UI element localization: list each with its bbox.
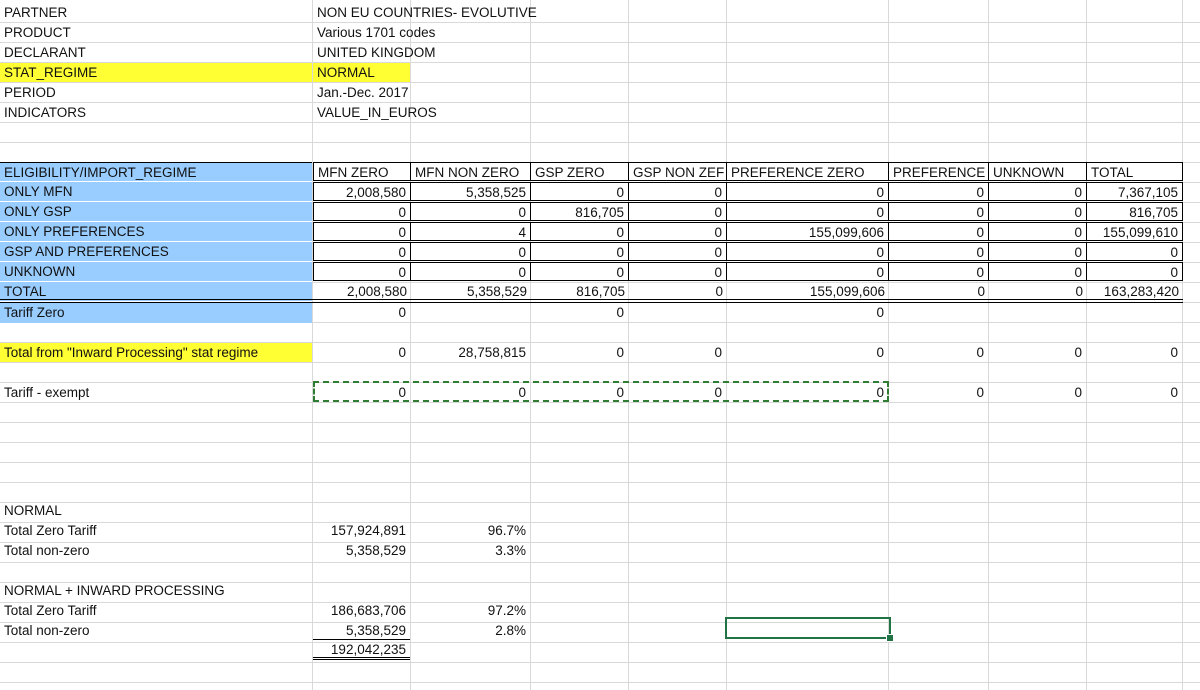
stat-regime-label[interactable]: STAT_REGIME — [0, 63, 312, 82]
summary-normal-nonzero-pct[interactable]: 3.3% — [495, 543, 526, 558]
cell-unknown-mfn-non-zero[interactable]: 0 — [410, 262, 531, 281]
cell-tariff-zero-pref-zero[interactable]: 0 — [876, 305, 884, 320]
cell-only-mfn-mfn-non-zero[interactable]: 5,358,525 — [410, 182, 531, 201]
cell-tariff-zero-mfn-zero[interactable]: 0 — [398, 305, 406, 320]
inward-unknown[interactable]: 0 — [1074, 345, 1082, 360]
inward-gsp-zero[interactable]: 0 — [616, 345, 624, 360]
exempt-pref-zero[interactable]: 0 — [876, 385, 884, 400]
period-label[interactable]: PERIOD — [4, 85, 56, 100]
summary-inward-zero-value[interactable]: 186,683,706 — [330, 603, 406, 618]
cell-unknown-gsp-zero[interactable]: 0 — [530, 262, 629, 281]
cell-unknown-unknown[interactable]: 0 — [988, 262, 1087, 281]
cell-only-gsp-pref-zero[interactable]: 0 — [726, 202, 889, 221]
row-label-only-mfn[interactable]: ONLY MFN — [0, 182, 312, 201]
header-gsp-non-zero[interactable]: GSP NON ZEF — [628, 162, 727, 181]
cell-only-mfn-gsp-zero[interactable]: 0 — [530, 182, 629, 201]
cell-gsp-pref-unknown[interactable]: 0 — [988, 242, 1087, 261]
fill-handle[interactable] — [886, 634, 894, 642]
exempt-unknown[interactable]: 0 — [1074, 385, 1082, 400]
summary-normal-zero-pct[interactable]: 96.7% — [487, 523, 526, 538]
header-total[interactable]: TOTAL — [1086, 162, 1183, 181]
cell-total-pref-zero[interactable]: 155,099,606 — [809, 284, 885, 299]
cell-only-mfn-mfn-zero[interactable]: 2,008,580 — [313, 182, 411, 201]
cell-total-mfn-non-zero[interactable]: 5,358,529 — [466, 284, 527, 299]
summary-inward-nonzero-label[interactable]: Total non-zero — [4, 623, 90, 638]
cell-gsp-pref-gsp-non-zero[interactable]: 0 — [628, 242, 727, 261]
exempt-preference[interactable]: 0 — [976, 385, 984, 400]
summary-inward-title[interactable]: NORMAL + INWARD PROCESSING — [4, 583, 225, 598]
cell-only-gsp-total[interactable]: 816,705 — [1086, 202, 1183, 221]
summary-inward-grand-total[interactable]: 192,042,235 — [313, 640, 410, 660]
cell-only-gsp-preference[interactable]: 0 — [888, 202, 989, 221]
row-label-only-gsp[interactable]: ONLY GSP — [0, 202, 312, 221]
cell-only-mfn-pref-zero[interactable]: 0 — [726, 182, 889, 201]
row-label-tariff-zero[interactable]: Tariff Zero — [0, 303, 312, 323]
product-label[interactable]: PRODUCT — [4, 25, 71, 40]
stat-regime-value[interactable]: NORMAL — [313, 63, 410, 82]
header-mfn-non-zero[interactable]: MFN NON ZERO — [410, 162, 531, 181]
summary-inward-zero-pct[interactable]: 97.2% — [487, 603, 526, 618]
inward-mfn-zero[interactable]: 0 — [398, 345, 406, 360]
partner-label[interactable]: PARTNER — [4, 5, 68, 20]
row-label-unknown[interactable]: UNKNOWN — [0, 262, 312, 281]
cell-only-pref-mfn-zero[interactable]: 0 — [313, 222, 411, 241]
cell-only-gsp-mfn-non-zero[interactable]: 0 — [410, 202, 531, 221]
cell-only-pref-gsp-non-zero[interactable]: 0 — [628, 222, 727, 241]
cell-only-pref-unknown[interactable]: 0 — [988, 222, 1087, 241]
indicators-value[interactable]: VALUE_IN_EUROS — [317, 105, 437, 120]
header-eligibility[interactable]: ELIGIBILITY/IMPORT_REGIME — [0, 162, 312, 181]
cell-unknown-total[interactable]: 0 — [1086, 262, 1183, 281]
cell-only-gsp-unknown[interactable]: 0 — [988, 202, 1087, 221]
header-gsp-zero[interactable]: GSP ZERO — [530, 162, 629, 181]
cell-gsp-pref-preference[interactable]: 0 — [888, 242, 989, 261]
cell-gsp-pref-mfn-zero[interactable]: 0 — [313, 242, 411, 261]
header-unknown[interactable]: UNKNOWN — [988, 162, 1087, 181]
cell-only-pref-pref-zero[interactable]: 155,099,606 — [726, 222, 889, 241]
cell-total-total[interactable]: 163,283,420 — [1103, 284, 1179, 299]
exempt-mfn-non-zero[interactable]: 0 — [518, 385, 526, 400]
cell-only-mfn-preference[interactable]: 0 — [888, 182, 989, 201]
inward-processing-label[interactable]: Total from "Inward Processing" stat regime — [0, 343, 312, 362]
active-cell-selection[interactable] — [725, 617, 891, 639]
summary-normal-zero-label[interactable]: Total Zero Tariff — [4, 523, 97, 538]
cell-unknown-gsp-non-zero[interactable]: 0 — [628, 262, 727, 281]
declarant-label[interactable]: DECLARANT — [4, 45, 86, 60]
declarant-value[interactable]: UNITED KINGDOM — [317, 45, 436, 60]
inward-gsp-non-zero[interactable]: 0 — [714, 345, 722, 360]
copy-marquee-selection — [313, 381, 889, 402]
header-mfn-zero[interactable]: MFN ZERO — [313, 162, 411, 181]
cell-total-mfn-zero[interactable]: 2,008,580 — [346, 284, 407, 299]
period-value[interactable]: Jan.-Dec. 2017 — [317, 85, 409, 100]
cell-total-unknown[interactable]: 0 — [1075, 284, 1083, 299]
summary-normal-title[interactable]: NORMAL — [4, 503, 62, 518]
summary-inward-nonzero-value[interactable]: 5,358,529 — [345, 623, 406, 638]
row-label-only-preferences[interactable]: ONLY PREFERENCES — [0, 222, 312, 241]
cell-unknown-mfn-zero[interactable]: 0 — [313, 262, 411, 281]
exempt-gsp-zero[interactable]: 0 — [616, 385, 624, 400]
row-label-gsp-and-preferences[interactable]: GSP AND PREFERENCES — [0, 242, 312, 261]
cell-only-pref-mfn-non-zero[interactable]: 4 — [410, 222, 531, 241]
product-value[interactable]: Various 1701 codes — [317, 25, 436, 40]
cell-total-gsp-zero[interactable]: 816,705 — [576, 284, 625, 299]
cell-unknown-preference[interactable]: 0 — [888, 262, 989, 281]
cell-only-mfn-unknown[interactable]: 0 — [988, 182, 1087, 201]
cell-only-pref-total[interactable]: 155,099,610 — [1086, 222, 1183, 241]
summary-normal-nonzero-label[interactable]: Total non-zero — [4, 543, 90, 558]
summary-inward-zero-label[interactable]: Total Zero Tariff — [4, 603, 97, 618]
cell-only-pref-preference[interactable]: 0 — [888, 222, 989, 241]
cell-only-gsp-mfn-zero[interactable]: 0 — [313, 202, 411, 221]
cell-total-preference[interactable]: 0 — [977, 284, 985, 299]
header-preference-zero[interactable]: PREFERENCE ZERO — [726, 162, 889, 181]
inward-pref-zero[interactable]: 0 — [876, 345, 884, 360]
cell-gsp-pref-gsp-zero[interactable]: 0 — [530, 242, 629, 261]
exempt-mfn-zero[interactable]: 0 — [398, 385, 406, 400]
cell-gsp-pref-pref-zero[interactable]: 0 — [726, 242, 889, 261]
row-label-total[interactable]: TOTAL — [0, 282, 312, 301]
partner-value[interactable]: NON EU COUNTRIES- EVOLUTIVE — [317, 5, 537, 20]
cell-only-gsp-gsp-zero[interactable]: 816,705 — [530, 202, 629, 221]
cell-gsp-pref-total[interactable]: 0 — [1086, 242, 1183, 261]
cell-total-gsp-non-zero[interactable]: 0 — [715, 284, 723, 299]
inward-mfn-non-zero[interactable]: 28,758,815 — [458, 345, 526, 360]
exempt-total[interactable]: 0 — [1170, 385, 1178, 400]
total-double-rule-top — [0, 299, 1183, 300]
inward-preference[interactable]: 0 — [976, 345, 984, 360]
cell-only-mfn-gsp-non-zero[interactable]: 0 — [628, 182, 727, 201]
summary-normal-zero-value[interactable]: 157,924,891 — [330, 523, 406, 538]
summary-inward-nonzero-pct[interactable]: 2.8% — [495, 623, 526, 638]
indicators-label[interactable]: INDICATORS — [4, 105, 87, 120]
exempt-gsp-non-zero[interactable]: 0 — [714, 385, 722, 400]
cell-only-gsp-gsp-non-zero[interactable]: 0 — [628, 202, 727, 221]
cell-only-pref-gsp-zero[interactable]: 0 — [530, 222, 629, 241]
cell-unknown-pref-zero[interactable]: 0 — [726, 262, 889, 281]
cell-gsp-pref-mfn-non-zero[interactable]: 0 — [410, 242, 531, 261]
header-preference[interactable]: PREFERENCE — [888, 162, 989, 181]
cell-only-mfn-total[interactable]: 7,367,105 — [1086, 182, 1183, 201]
summary-normal-nonzero-value[interactable]: 5,358,529 — [345, 543, 406, 558]
inward-total[interactable]: 0 — [1170, 345, 1178, 360]
tariff-exempt-label[interactable]: Tariff - exempt — [4, 385, 90, 400]
cell-tariff-zero-gsp-zero[interactable]: 0 — [616, 305, 624, 320]
